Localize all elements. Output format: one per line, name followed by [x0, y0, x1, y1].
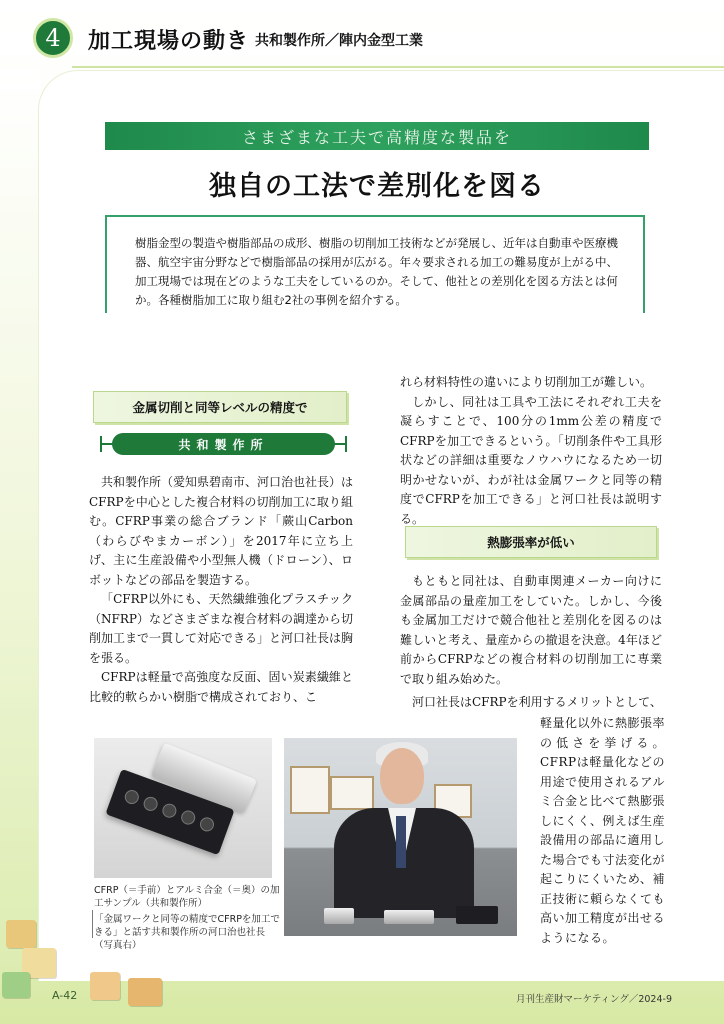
sample-part	[456, 906, 498, 924]
page-number: A-42	[52, 989, 78, 1002]
sample-part	[324, 908, 354, 924]
section-heading: 熱膨張率が低い	[405, 526, 657, 558]
chapter-number-badge: 4	[33, 18, 73, 58]
body-paragraph: 「CFRP以外にも、天然繊維強化プラスチック（NFRP）などさまざまな複合材料の調達から切削加工まで一貫して対応できる」と河口社長は胸を張る。	[89, 592, 354, 665]
company-bar-tick	[345, 436, 347, 452]
body-paragraph: しかし、同社は工具や工法にそれぞれ工夫を凝らすことで、100分の1mm公差の精度でCFRPを加工できるという。「切削条件や工具形状などの詳細は重要なノウハウになるため一切明かせないが、わが社は金属ワークと同等の精度でCFRPを加工できる」と河口社長は説明する。	[400, 394, 662, 526]
caption-rule	[92, 910, 93, 938]
subtitle-banner: さまざまな工夫で高精度な製品を	[105, 122, 649, 150]
section-heading: 金属切削と同等レベルの精度で	[93, 391, 347, 423]
sample-parts-photo	[94, 738, 272, 878]
decorative-toy-block	[6, 920, 36, 948]
body-paragraph: 軽量化以外に熱膨張率の低さを挙げる。CFRPは軽量化などの用途で使用されるアルミ合金と比べて熱膨張しにくく、例えば生産設備用の部品に適用した場合でも寸法変化が起こりにくいため、補正技術に頼らなくても高い加工精度が出せるようになる。	[540, 716, 666, 945]
decorative-toy-block	[128, 978, 162, 1006]
header-divider	[72, 66, 724, 68]
company-name-label: 共和製作所	[112, 433, 335, 455]
photo-caption: CFRP（＝手前）とアルミ合金（＝奥）の加工サンプル（共和製作所）	[94, 885, 280, 909]
company-bar-tick	[100, 436, 102, 452]
body-paragraph: れら材料特性の違いにより切削加工が難しい。	[400, 375, 653, 389]
lead-paragraph: 樹脂金型の製造や樹脂部品の成形、樹脂の切削加工技術などが発展し、近年は自動車や医療機器、航空宇宙分野などで樹脂部品の採用が広がる。年々要求される加工の難易度が上がる中、加工現場では現在どのような工夫をしているのか。そして、他社との差別化を図る方法とは何か。各種樹脂加工に取り組む2社の事例を紹介する。	[135, 236, 618, 307]
photo-caption: 「金属ワークと同等の精度でCFRPを加工できる」と話す共和製作所の河口治也社長（写真右）	[94, 914, 280, 951]
magazine-name: 月刊生産財マーケティング／2024-9	[515, 994, 672, 1005]
certificate-frame	[290, 766, 330, 814]
person-tie	[396, 816, 406, 868]
sample-part	[384, 910, 434, 924]
body-paragraph: もともと同社は、自動車関連メーカー向けに金属部品の量産加工をしていた。しかし、今後も金属加工だけで競合他社と差別化を図るのは難しいと考え、量産からの撤退を決意。4年ほど前からCFRPなどの複合材料の切削加工に専業で取り組み始めた。	[400, 574, 662, 686]
left-decorative-band	[0, 70, 40, 980]
person-face	[380, 748, 424, 804]
chapter-title: 加工現場の動き	[88, 29, 250, 54]
article-title: 独自の工法で差別化を図る	[209, 171, 545, 202]
chapter-header	[0, 0, 724, 70]
decorative-toy-block	[2, 972, 30, 998]
right-column-text-narrow	[540, 714, 665, 948]
chapter-companies: 共和製作所／陣内金型工業	[255, 33, 423, 49]
right-column-text-top	[400, 373, 662, 529]
company-label-bar	[100, 433, 347, 455]
certificate-frame	[330, 776, 374, 810]
right-column-text-lead-line	[400, 693, 662, 713]
body-paragraph: 河口社長はCFRPを利用するメリットとして、	[412, 695, 662, 709]
president-photo	[284, 738, 517, 936]
decorative-toy-block	[90, 972, 120, 1000]
body-paragraph: CFRPは軽量で高強度な反面、固い炭素繊維と比較的軟らかい樹脂で構成されており、こ	[89, 670, 353, 704]
body-paragraph: 共和製作所（愛知県碧南市、河口治也社長）はCFRPを中心とした複合材料の切削加工に取り組む。CFRP事業の総合ブランド「蕨山Carbon（わらびやまカーボン）」を2017年に立ち上げ、主に生産設備や小型無人機（ドローン）、ロボットなどの部品を製造する。	[89, 475, 354, 587]
left-column-text	[89, 473, 353, 707]
right-column-text-mid	[400, 572, 662, 689]
